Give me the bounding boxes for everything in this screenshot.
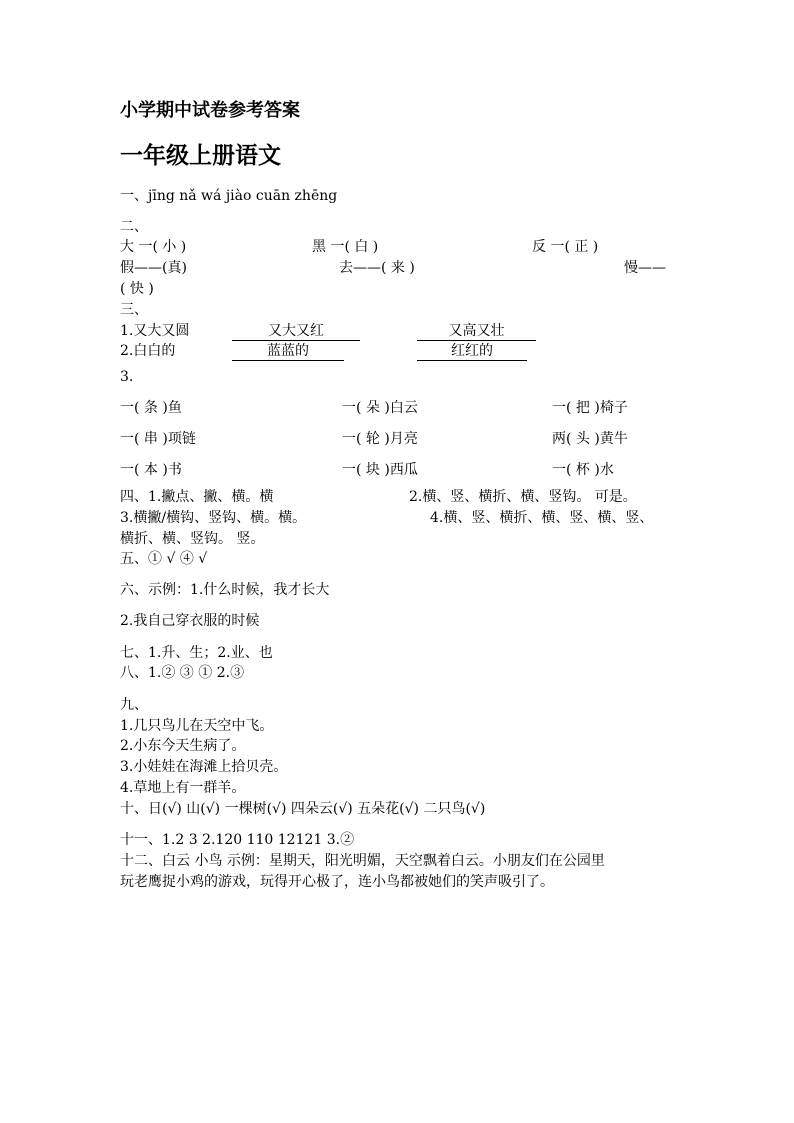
section-9-item: 4.草地上有一群羊。 [120,780,246,796]
section-6-line: 2.我自己穿衣服的时候 [120,613,260,629]
answer-underline: 蓝蓝的 [232,342,344,361]
section-7-text: 七、1.升、生；2.业、也 [120,645,273,661]
measure-word-item: 两( 头 )黄牛 [552,431,628,447]
page-subtitle: 一年级上册语文 [120,142,281,169]
section-12-line: 十二、白云 小鸟 示例：星期天，阳光明媚，天空飘着白云。小朋友们在公园里 [120,853,605,869]
section-3-heading: 三、 [120,302,148,318]
section-2-heading: 二、 [120,219,148,235]
page-title: 小学期中试卷参考答案 [120,100,300,121]
section-5-text: 五、① √ ④ √ [120,551,208,567]
section-9-item: 3.小娃娃在海滩上拾贝壳。 [120,759,288,775]
section-1-text: 一、jīng nǎ wá jiào cuān zhēng [120,188,338,204]
measure-word-item: 一( 杯 )水 [552,462,614,478]
section-11-text: 十一、1.2 3 2.120 110 12121 3.② [120,832,355,848]
section-2-item: 慢—— [624,260,666,276]
section-4-line: 4.横、竖、横折、横、竖、横、竖、 [430,510,654,526]
section-3-line: 1.又大又圆 [120,323,190,339]
measure-word-item: 一( 轮 )月亮 [342,431,418,447]
section-3-line: 2.白白的 [120,343,176,359]
section-2-item: 反 一( 正 ) [532,239,599,255]
section-2-item: 去——( 来 ) [339,260,415,276]
section-9-item: 2.小东今天生病了。 [120,738,246,754]
section-10-text: 十、日(√) 山(√) 一棵树(√) 四朵云(√) 五朵花(√) 二只鸟(√) [120,801,486,817]
answer-underline: 红红的 [417,342,527,361]
section-9-item: 1.几只鸟儿在天空中飞。 [120,718,274,734]
section-6-line: 六、示例：1.什么时候，我才长大 [120,582,330,598]
section-4-line: 四、1.撇点、撇、横。横 [120,489,274,505]
answer-underline: 又高又壮 [417,322,536,341]
section-2-item: ( 快 ) [120,281,154,297]
measure-word-item: 一( 串 )项链 [120,431,196,447]
measure-word-item: 一( 条 )鱼 [120,400,182,416]
section-2-item: 假——(真) [120,260,187,276]
section-9-heading: 九、 [120,697,148,713]
measure-word-item: 一( 朵 )白云 [342,400,418,416]
section-4-line: 3.横撇/横钩、竖钩、横。横。 [120,510,307,526]
section-4-line: 横折、横、竖钩。 竖。 [120,531,265,547]
section-4-line: 2.横、竖、横折、横、竖钩。 可是。 [409,489,637,505]
section-2-item: 黑 一( 白 ) [312,239,379,255]
section-12-line: 玩老鹰捉小鸡的游戏，玩得开心极了，连小鸟都被她们的笑声吸引了。 [120,874,554,890]
question-3-label: 3. [120,369,134,385]
measure-word-item: 一( 块 )西瓜 [342,462,418,478]
section-8-text: 八、1.② ③ ① 2.③ [120,665,245,681]
answer-underline: 又大又红 [232,322,360,341]
measure-word-item: 一( 把 )椅子 [552,400,628,416]
section-2-item: 大 一( 小 ) [120,239,187,255]
measure-word-item: 一( 本 )书 [120,462,182,478]
